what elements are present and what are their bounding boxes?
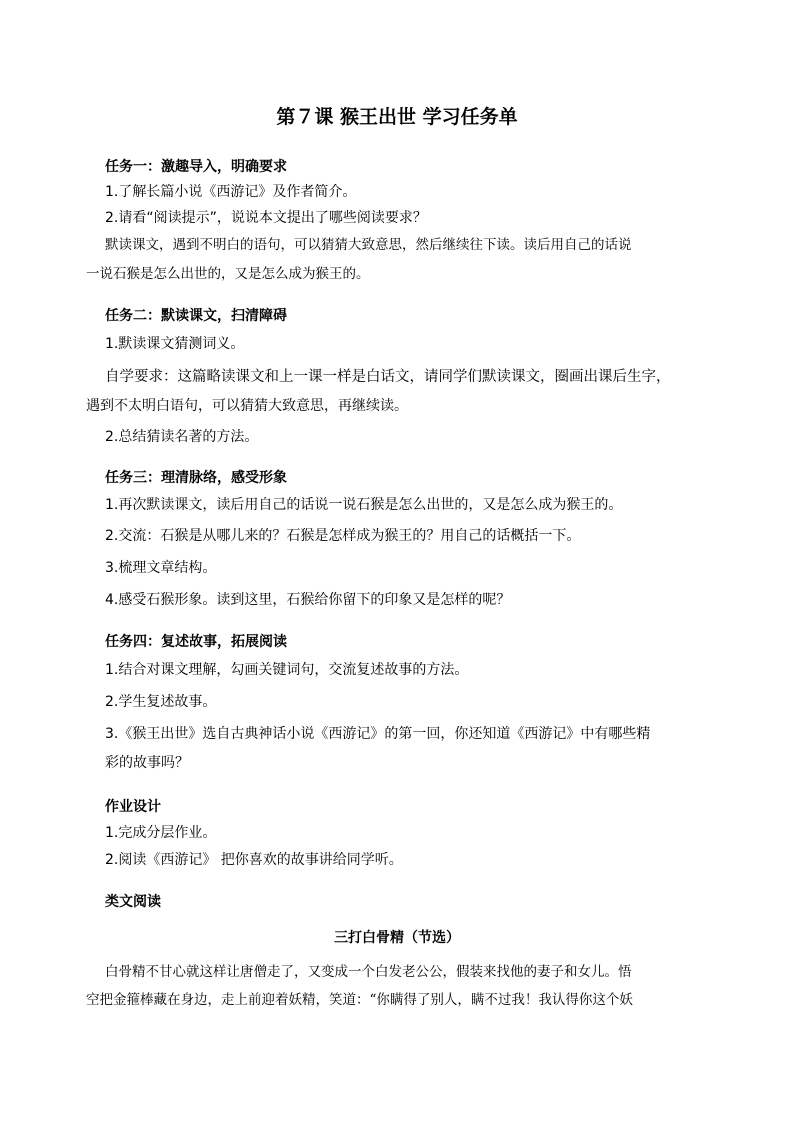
reading-line-2: 空把金箍棒藏在身边，走上前迎着妖精，笑道：“你瞒得了别人，瞒不过我！我认得你这个妖 (86, 992, 633, 1008)
reading-heading: 类文阅读 (105, 894, 161, 910)
task1-heading: 任务一：激趣导入，明确要求 (105, 159, 287, 175)
task2-item-1: 1.默读课文猜测词义。 (105, 336, 245, 352)
task1-tip-line-1: 默读课文，遇到不明白的语句，可以猜猜大致意思，然后继续往下读。读后用自己的话说 (105, 237, 632, 253)
task3-heading: 任务三：理清脉络，感受形象 (105, 470, 287, 486)
task3-item-2: 2.交流：石猴是从哪儿来的？石猴是怎样成为猴王的？用自己的话概括一下。 (105, 528, 581, 544)
task2-heading: 任务二：默读课文，扫清障碍 (105, 308, 287, 324)
homework-item-2: 2.阅读《西游记》 把你喜欢的故事讲给同学听。 (105, 852, 403, 868)
task4-item-2: 2.学生复述故事。 (105, 694, 217, 710)
task3-item-3: 3.梳理文章结构。 (105, 560, 217, 576)
homework-heading: 作业设计 (105, 799, 161, 815)
task3-item-1: 1.再次默读课文，读后用自己的话说一说石猴是怎么出世的，又是怎么成为猴王的。 (105, 497, 623, 513)
task4-item-3-line-2: 彩的故事吗？ (105, 755, 189, 771)
reading-line-1: 白骨精不甘心就这样让唐僧走了，又变成一个白发老公公，假装来找他的妻子和女儿。悟 (105, 964, 632, 980)
task4-item-3-line-1: 3.《猴王出世》选自古典神话小说《西游记》的第一回，你还知道《西游记》中有哪些精 (105, 726, 651, 742)
page-title: 第７课 猴王出世 学习任务单 (276, 106, 518, 128)
homework-item-1: 1.完成分层作业。 (105, 825, 217, 841)
task1-tip-line-2: 一说石猴是怎么出世的，又是怎么成为猴王的。 (86, 266, 370, 282)
task3-item-4: 4.感受石猴形象。读到这里，石猴给你留下的印象又是怎样的呢？ (105, 592, 511, 608)
task4-item-1: 1.结合对课文理解，勾画关键词句，交流复述故事的方法。 (105, 662, 469, 678)
task1-item-1: 1.了解长篇小说《西游记》及作者简介。 (105, 184, 357, 200)
task2-item-2: 2.总结猜读名著的方法。 (105, 429, 259, 445)
task4-heading: 任务四：复述故事，拓展阅读 (105, 634, 287, 650)
task2-requirement-line-1: 自学要求：这篇略读课文和上一课一样是白话文，请同学们默读课文，圈画出课后生字， (105, 369, 671, 385)
reading-subtitle: 三打白骨精（节选） (334, 930, 460, 946)
task2-requirement-line-2: 遇到不太明白语句，可以猜猜大致意思，再继续读。 (86, 398, 408, 414)
task1-item-2: 2.请看“阅读提示”，说说本文提出了哪些阅读要求？ (105, 210, 427, 226)
